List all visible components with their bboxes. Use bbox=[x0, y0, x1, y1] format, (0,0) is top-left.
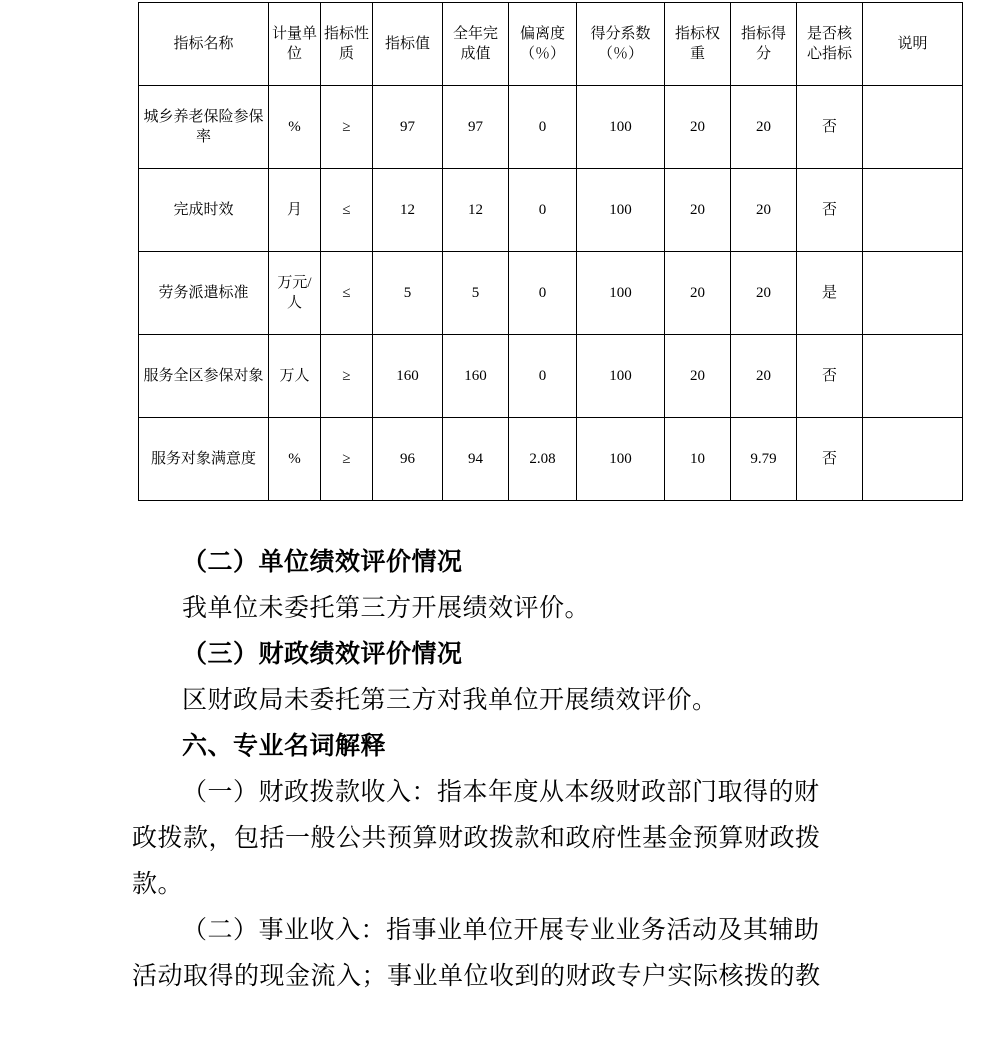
cell-coefficient: 100 bbox=[577, 86, 665, 169]
cell-coefficient: 100 bbox=[577, 169, 665, 252]
cell-deviation: 0 bbox=[509, 169, 577, 252]
cell-weight: 20 bbox=[665, 86, 731, 169]
cell-coefficient: 100 bbox=[577, 418, 665, 501]
cell-unit: % bbox=[269, 86, 321, 169]
table-row bbox=[139, 252, 963, 335]
subsection-heading-fiscal-evaluation: （三）财政绩效评价情况 bbox=[182, 641, 463, 668]
cell-indicator-name: 城乡养老保险参保率 bbox=[139, 86, 269, 169]
header-completed-value: 全年完成值 bbox=[443, 3, 509, 86]
paragraph-business-income-line1: （二）事业收入：指事业单位开展专业业务活动及其辅助 bbox=[182, 917, 820, 944]
cell-nature: ≥ bbox=[321, 86, 373, 169]
cell-score: 20 bbox=[731, 335, 797, 418]
cell-indicator-name: 完成时效 bbox=[139, 169, 269, 252]
cell-completed-value: 12 bbox=[443, 169, 509, 252]
performance-table-container bbox=[138, 2, 962, 501]
cell-completed-value: 97 bbox=[443, 86, 509, 169]
cell-unit: 万人 bbox=[269, 335, 321, 418]
document-body bbox=[132, 540, 892, 1000]
cell-unit: 万元/人 bbox=[269, 252, 321, 335]
cell-score: 20 bbox=[731, 252, 797, 335]
cell-indicator-name: 服务全区参保对象 bbox=[139, 335, 269, 418]
cell-deviation: 0 bbox=[509, 252, 577, 335]
cell-indicator-name: 服务对象满意度 bbox=[139, 418, 269, 501]
cell-note bbox=[863, 252, 963, 335]
cell-is-core: 是 bbox=[797, 252, 863, 335]
table-row bbox=[139, 335, 963, 418]
performance-indicator-table bbox=[138, 2, 963, 501]
table-row bbox=[139, 418, 963, 501]
header-indicator-name: 指标名称 bbox=[139, 3, 269, 86]
paragraph-business-income-line2: 活动取得的现金流入；事业单位收到的财政专户实际核拨的教 bbox=[132, 963, 821, 990]
cell-indicator-name: 劳务派遣标准 bbox=[139, 252, 269, 335]
cell-target-value: 96 bbox=[373, 418, 443, 501]
cell-weight: 20 bbox=[665, 335, 731, 418]
cell-nature: ≥ bbox=[321, 335, 373, 418]
cell-note bbox=[863, 418, 963, 501]
cell-score: 20 bbox=[731, 169, 797, 252]
header-unit: 计量单位 bbox=[269, 3, 321, 86]
header-nature: 指标性质 bbox=[321, 3, 373, 86]
header-note: 说明 bbox=[863, 3, 963, 86]
cell-deviation: 0 bbox=[509, 335, 577, 418]
cell-completed-value: 94 bbox=[443, 418, 509, 501]
cell-target-value: 5 bbox=[373, 252, 443, 335]
cell-target-value: 97 bbox=[373, 86, 443, 169]
cell-is-core: 否 bbox=[797, 169, 863, 252]
cell-nature: ≤ bbox=[321, 252, 373, 335]
paragraph-fiscal-appropriation-line1: （一）财政拨款收入：指本年度从本级财政部门取得的财 bbox=[182, 779, 820, 806]
cell-nature: ≥ bbox=[321, 418, 373, 501]
cell-weight: 20 bbox=[665, 169, 731, 252]
paragraph-fiscal-appropriation-line3: 款。 bbox=[132, 871, 184, 898]
cell-nature: ≤ bbox=[321, 169, 373, 252]
cell-is-core: 否 bbox=[797, 86, 863, 169]
header-weight: 指标权重 bbox=[665, 3, 731, 86]
cell-target-value: 160 bbox=[373, 335, 443, 418]
paragraph-unit-evaluation: 我单位未委托第三方开展绩效评价。 bbox=[182, 595, 591, 622]
header-target-value: 指标值 bbox=[373, 3, 443, 86]
header-deviation: 偏离度（％） bbox=[509, 3, 577, 86]
subsection-heading-unit-evaluation: （二）单位绩效评价情况 bbox=[182, 549, 463, 576]
cell-deviation: 0 bbox=[509, 86, 577, 169]
cell-is-core: 否 bbox=[797, 418, 863, 501]
cell-target-value: 12 bbox=[373, 169, 443, 252]
cell-score: 20 bbox=[731, 86, 797, 169]
paragraph-fiscal-evaluation: 区财政局未委托第三方对我单位开展绩效评价。 bbox=[182, 687, 718, 714]
section-heading-terminology: 六、专业名词解释 bbox=[182, 733, 387, 760]
cell-unit: % bbox=[269, 418, 321, 501]
paragraph-fiscal-appropriation-line2: 政拨款，包括一般公共预算财政拨款和政府性基金预算财政拨 bbox=[132, 825, 821, 852]
cell-unit: 月 bbox=[269, 169, 321, 252]
cell-completed-value: 5 bbox=[443, 252, 509, 335]
table-row bbox=[139, 86, 963, 169]
cell-coefficient: 100 bbox=[577, 252, 665, 335]
cell-is-core: 否 bbox=[797, 335, 863, 418]
cell-note bbox=[863, 335, 963, 418]
cell-deviation: 2.08 bbox=[509, 418, 577, 501]
cell-note bbox=[863, 86, 963, 169]
cell-score: 9.79 bbox=[731, 418, 797, 501]
header-is-core: 是否核心指标 bbox=[797, 3, 863, 86]
cell-weight: 10 bbox=[665, 418, 731, 501]
table-header-row bbox=[139, 3, 963, 86]
table-row bbox=[139, 169, 963, 252]
header-score: 指标得分 bbox=[731, 3, 797, 86]
cell-weight: 20 bbox=[665, 252, 731, 335]
cell-note bbox=[863, 169, 963, 252]
cell-coefficient: 100 bbox=[577, 335, 665, 418]
cell-completed-value: 160 bbox=[443, 335, 509, 418]
header-score-coefficient: 得分系数（％） bbox=[577, 3, 665, 86]
